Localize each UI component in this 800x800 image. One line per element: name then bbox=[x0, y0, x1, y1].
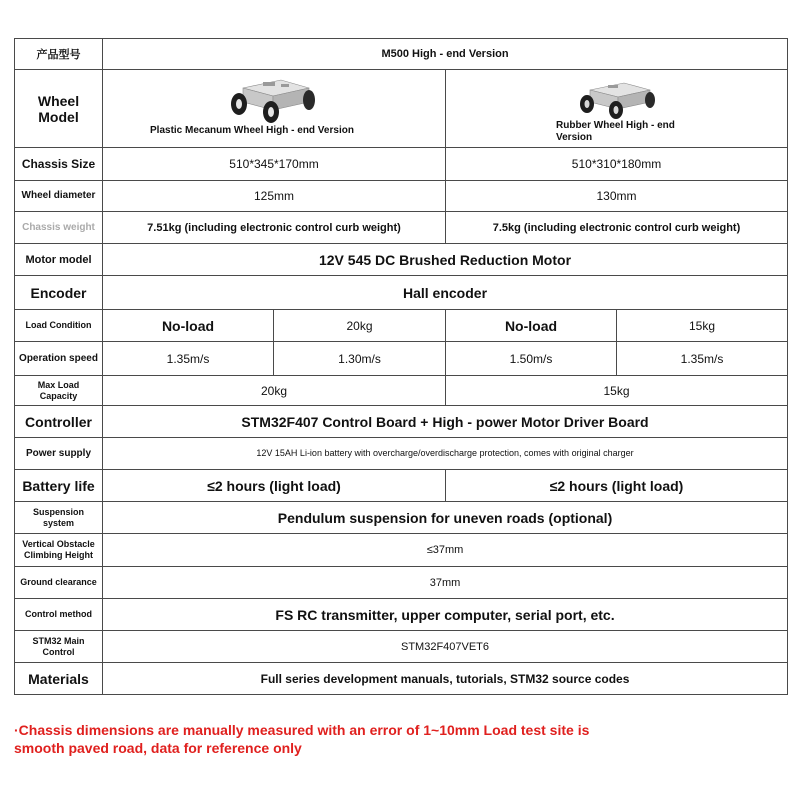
control-label: Control method bbox=[15, 599, 103, 631]
wheel-model-label: Wheel Model bbox=[15, 70, 103, 148]
battery-left: ≤2 hours (light load) bbox=[103, 470, 446, 502]
row-stm32 bbox=[15, 631, 788, 663]
wheel-left-cell bbox=[103, 70, 446, 148]
materials-value: Full series development manuals, tutorials, STM32 source codes bbox=[103, 663, 788, 695]
stm32-value: STM32F407VET6 bbox=[103, 631, 788, 663]
motor-value: 12V 545 DC Brushed Reduction Motor bbox=[103, 244, 788, 276]
clearance-label: Ground clearance bbox=[15, 567, 103, 599]
row-obstacle bbox=[15, 534, 788, 567]
load-1: No-load bbox=[103, 310, 274, 342]
wheel-right-cell bbox=[446, 70, 788, 148]
chassis-weight-left: 7.51kg (including electronic control curb weight) bbox=[103, 212, 446, 244]
row-chassis-size bbox=[15, 148, 788, 181]
row-power-supply bbox=[15, 438, 788, 470]
load-3: No-load bbox=[446, 310, 617, 342]
model-label: 产品型号 bbox=[15, 39, 103, 70]
model-value: M500 High - end Version bbox=[103, 39, 788, 70]
load-label: Load Condition bbox=[15, 310, 103, 342]
controller-value: STM32F407 Control Board + High - power Motor Driver Board bbox=[103, 406, 788, 438]
load-4: 15kg bbox=[617, 310, 788, 342]
motor-label: Motor model bbox=[15, 244, 103, 276]
wheel-right-caption: Rubber Wheel High - end Version bbox=[556, 120, 675, 143]
speed-3: 1.50m/s bbox=[446, 342, 617, 376]
chassis-size-left: 510*345*170mm bbox=[103, 148, 446, 181]
speed-1: 1.35m/s bbox=[103, 342, 274, 376]
row-load-condition bbox=[15, 310, 788, 342]
speed-label: Operation speed bbox=[15, 342, 103, 376]
clearance-value: 37mm bbox=[103, 567, 788, 599]
encoder-label: Encoder bbox=[15, 276, 103, 310]
row-max-load bbox=[15, 376, 788, 406]
wheel-diameter-left: 125mm bbox=[103, 181, 446, 212]
power-label: Power supply bbox=[15, 438, 103, 470]
spec-table bbox=[14, 38, 788, 695]
wheel-diameter-label: Wheel diameter bbox=[15, 181, 103, 212]
encoder-value: Hall encoder bbox=[103, 276, 788, 310]
speed-2: 1.30m/s bbox=[274, 342, 446, 376]
battery-right: ≤2 hours (light load) bbox=[446, 470, 788, 502]
wheel-left-caption: Plastic Mecanum Wheel High - end Version bbox=[150, 125, 354, 136]
measurement-note: ·Chassis dimensions are manually measured with an error of 1~10mm Load test site is smooth paved road, data for reference only bbox=[14, 722, 590, 756]
row-wheel-model bbox=[15, 70, 788, 148]
row-battery-life bbox=[15, 470, 788, 502]
load-2: 20kg bbox=[274, 310, 446, 342]
maxload-label: Max Load Capacity bbox=[15, 376, 103, 406]
row-wheel-diameter bbox=[15, 181, 788, 212]
chassis-weight-right: 7.5kg (including electronic control curb weight) bbox=[446, 212, 788, 244]
obstacle-label: Vertical Obstacle Climbing Height bbox=[15, 534, 103, 567]
row-controller bbox=[15, 406, 788, 438]
rubber-chassis-image bbox=[578, 78, 658, 120]
row-motor bbox=[15, 244, 788, 276]
maxload-left: 20kg bbox=[103, 376, 446, 406]
row-model bbox=[15, 39, 788, 70]
row-chassis-weight bbox=[15, 212, 788, 244]
chassis-size-label: Chassis Size bbox=[15, 148, 103, 181]
chassis-weight-label: Chassis weight bbox=[15, 212, 103, 244]
row-suspension bbox=[15, 502, 788, 534]
maxload-right: 15kg bbox=[446, 376, 788, 406]
chassis-size-right: 510*310*180mm bbox=[446, 148, 788, 181]
control-value: FS RC transmitter, upper computer, serial port, etc. bbox=[103, 599, 788, 631]
stm32-label: STM32 Main Control bbox=[15, 631, 103, 663]
wheel-diameter-right: 130mm bbox=[446, 181, 788, 212]
row-ground-clearance bbox=[15, 567, 788, 599]
row-speed bbox=[15, 342, 788, 376]
suspension-value: Pendulum suspension for uneven roads (optional) bbox=[103, 502, 788, 534]
speed-4: 1.35m/s bbox=[617, 342, 788, 376]
power-value: 12V 15AH Li-ion battery with overcharge/overdischarge protection, comes with original charger bbox=[103, 438, 788, 470]
battery-label: Battery life bbox=[15, 470, 103, 502]
suspension-label: Suspension system bbox=[15, 502, 103, 534]
materials-label: Materials bbox=[15, 663, 103, 695]
row-materials bbox=[15, 663, 788, 695]
mecanum-chassis-image bbox=[229, 74, 319, 124]
row-encoder bbox=[15, 276, 788, 310]
obstacle-value: ≤37mm bbox=[103, 534, 788, 567]
controller-label: Controller bbox=[15, 406, 103, 438]
row-control-method bbox=[15, 599, 788, 631]
